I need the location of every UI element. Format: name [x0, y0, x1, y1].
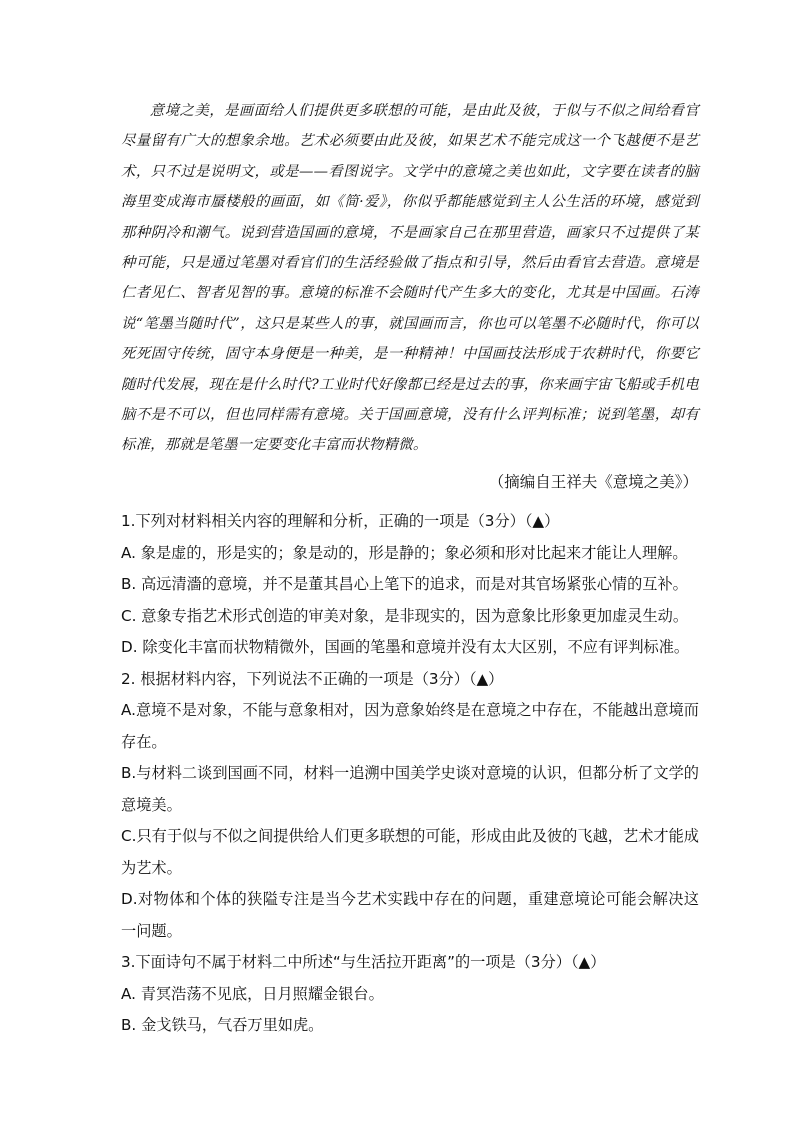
passage-paragraph: 意境之美，是画面给人们提供更多联想的可能，是由此及彼，于似与不似之间给看官尽量留有广大的想象余地。艺术必须要由此及彼，如果艺术不能完成这一个飞越便不是艺术，只不过是说明文，或是——看图说字。文学中的意境之美也如此，文字要在读者的脑海里变成海市蜃楼般的画面，如《简·爱》，你似乎都能感觉到主人公生活的环境，感觉到那种阴冷和潮气。说到营造国画的意境，不是画家自己在那里营造，画家只不过提供了某种可能，只是通过笔墨对看官们的生活经验做了指点和引导，然后由看官去营造。意境是仁者见仁、智者见智的事。意境的标准不会随时代产生多大的变化，尤其是中国画。石涛说“笔墨当随时代”，这只是某些人的事，就国画而言，你也可以笔墨不必随时代，你可以死死固守传统，固守本身便是一种美，是一种精神！中国画技法形成于农耕时代，你要它随时代发展，现在是什么时代?工业时代好像都已经是过去的事，你来画宇宙飞船或手机电脑不是不可以，但也同样需有意境。关于国画意境，没有什么评判标准；说到笔墨，却有标准，那就是笔墨一定要变化丰富而状物精微。: [121, 103, 699, 454]
question-list: [121, 506, 699, 1042]
question-1-option-c: C. 意象专指艺术形式创造的审美对象，是非现实的，因为意象比形象更加虚灵生动。: [121, 606, 689, 625]
question-2-option-b: B.与材料二谈到国画不同，材料一追溯中国美学史谈对意境的认识，但都分析了文学的意境美。: [121, 764, 699, 814]
question-3-option-b: B. 金戈铁马，气吞万里如虎。: [121, 1016, 324, 1034]
question-3-option-a: A. 青冥浩荡不见底，日月照耀金银台。: [121, 984, 384, 1003]
question-1-option-d: D. 除变化丰富而状物精微外，国画的笔墨和意境并没有太大区别，不应有评判标准。: [121, 638, 690, 656]
question-2-option-a: A.意境不是对象，不能与意象相对，因为意象始终是在意境之中存在，不能越出意境而存在。: [121, 701, 699, 751]
question-2-option-d: D.对物体和个体的狭隘专注是当今艺术实践中存在的问题，重建意境论可能会解决这一问题。: [121, 890, 699, 940]
question-2-stem: 2. 根据材料内容，下列说法不正确的一项是（3分）（▲）: [121, 669, 504, 688]
question-3-stem: 3.下面诗句不属于材料二中所述“与生活拉开距离”的一项是（3分）（▲）: [121, 953, 606, 971]
question-1-option-a: A. 象是虚的，形是实的；象是动的，形是静的；象必须和形对比起来才能让人理解。: [121, 543, 688, 562]
passage-source: （摘编自王祥夫《意境之美》）: [488, 473, 698, 491]
question-1-option-b: B. 高远清濇的意境，并不是董其昌心上笔下的追求，而是对其官场紧张心情的互补。: [121, 575, 688, 593]
question-1-stem: 1.下列对材料相关内容的理解和分析，正确的一项是（3分）（▲）: [121, 512, 560, 530]
question-2-option-c: C.只有于似与不似之间提供给人们更多联想的可能，形成由此及彼的飞越，艺术才能成为艺术。: [121, 827, 699, 877]
